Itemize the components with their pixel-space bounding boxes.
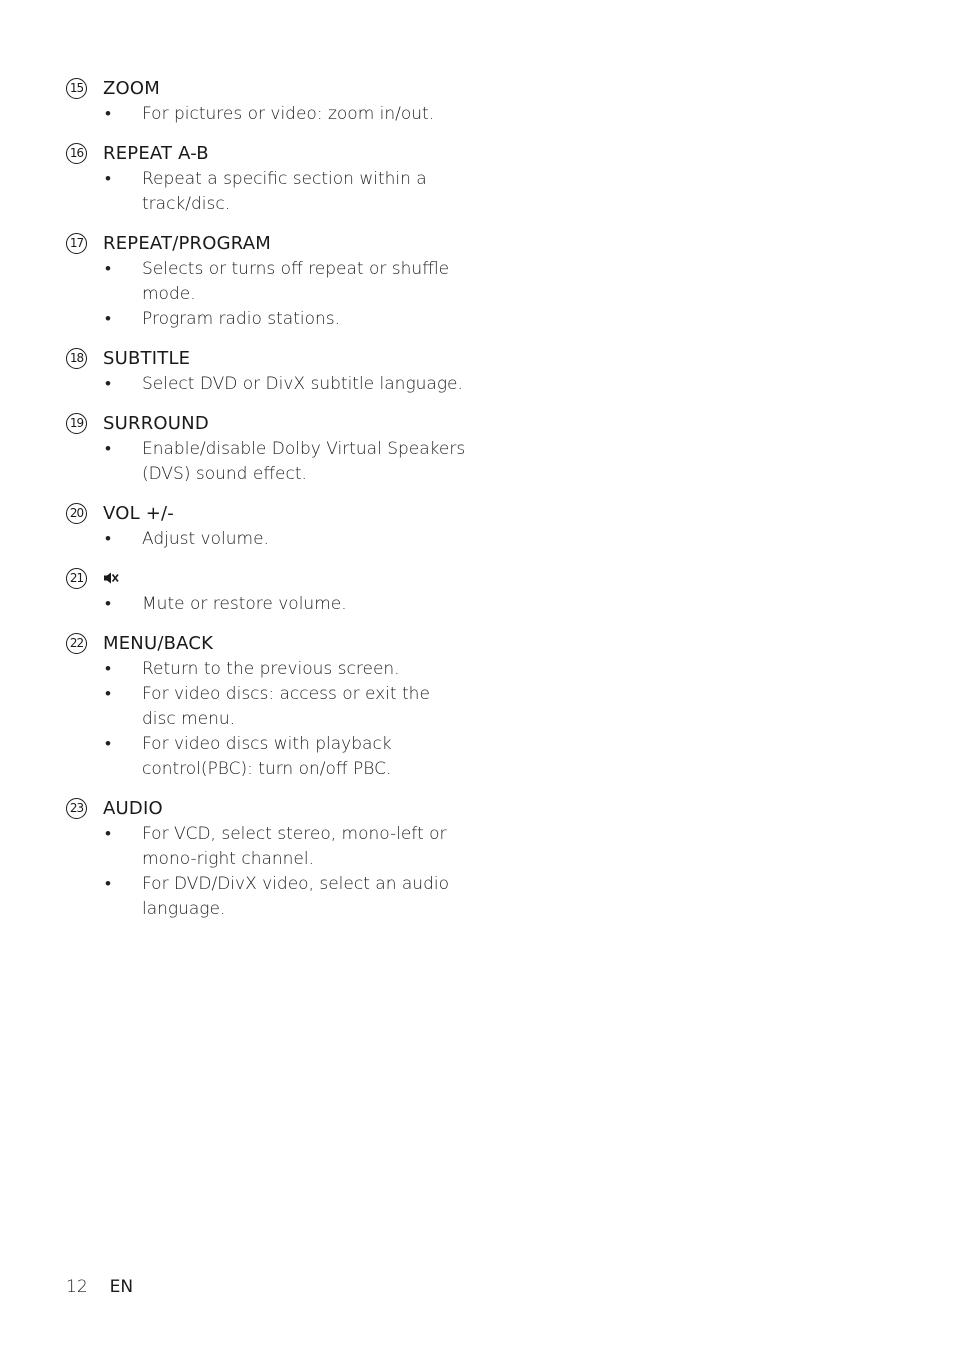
entry-surround	[66, 409, 466, 487]
entry-repeat-a-b	[66, 139, 466, 217]
list-item: • Mute or restore volume.	[105, 594, 347, 614]
bullet-list	[66, 822, 466, 922]
entry-number: 19	[66, 413, 87, 434]
list-item: • Adjust volume.	[105, 529, 269, 549]
entry-title: SUBTITLE	[103, 347, 191, 369]
entry-title: ZOOM	[103, 77, 160, 99]
entry-title: REPEAT A-B	[103, 142, 209, 164]
entry-title: SURROUND	[103, 412, 209, 434]
entry-title: AUDIO	[103, 797, 163, 819]
entry-subtitle	[66, 344, 466, 397]
list-item: • For video discs: access or exit the disc menu.	[105, 684, 430, 729]
bullet-list	[66, 257, 466, 332]
entry-number: 23	[66, 798, 87, 819]
bullet-list	[66, 372, 466, 397]
entry-number: 17	[66, 233, 87, 254]
list-item: • Selects or turns off repeat or shuffle mode.	[105, 259, 450, 304]
bullet-list	[66, 167, 466, 217]
entry-title: MENU/BACK	[103, 632, 214, 654]
page-footer	[66, 1277, 133, 1297]
language-code: EN	[109, 1277, 134, 1297]
bullet-list	[66, 437, 466, 487]
entry-title: REPEAT/PROGRAM	[103, 232, 271, 254]
list-item: • Program radio stations.	[105, 309, 341, 329]
entry-number: 22	[66, 633, 87, 654]
entry-number: 16	[66, 143, 87, 164]
entry-mute	[66, 564, 466, 617]
entry-number: 15	[66, 78, 87, 99]
list-item: • For VCD, select stereo, mono-left or mono-right channel.	[105, 824, 447, 869]
entry-number: 18	[66, 348, 87, 369]
entry-number: 20	[66, 503, 87, 524]
bullet-list	[66, 102, 466, 127]
entry-title: VOL +/-	[103, 502, 174, 524]
entry-menu-back	[66, 629, 466, 782]
page-number: 12	[66, 1277, 88, 1297]
bullet-list	[66, 592, 466, 617]
list-item: • For video discs with playback control(PBC): turn on/off PBC.	[105, 734, 392, 779]
list-item: • For DVD/DivX video, select an audio language.	[105, 874, 449, 919]
mute-icon	[103, 571, 119, 585]
entry-repeat-program	[66, 229, 466, 332]
entry-vol	[66, 499, 466, 552]
bullet-list	[66, 657, 466, 782]
list-item: • Repeat a specific section within a track/disc.	[105, 169, 427, 214]
bullet-list	[66, 527, 466, 552]
entry-zoom	[66, 74, 466, 127]
entry-audio	[66, 794, 466, 922]
remote-control-key-list	[66, 74, 466, 934]
list-item: • For pictures or video: zoom in/out.	[105, 104, 435, 124]
entry-number: 21	[66, 568, 87, 589]
list-item: • Return to the previous screen.	[105, 659, 400, 679]
list-item: • Enable/disable Dolby Virtual Speakers (DVS) sound effect.	[105, 439, 466, 484]
list-item: • Select DVD or DivX subtitle language.	[105, 374, 463, 394]
